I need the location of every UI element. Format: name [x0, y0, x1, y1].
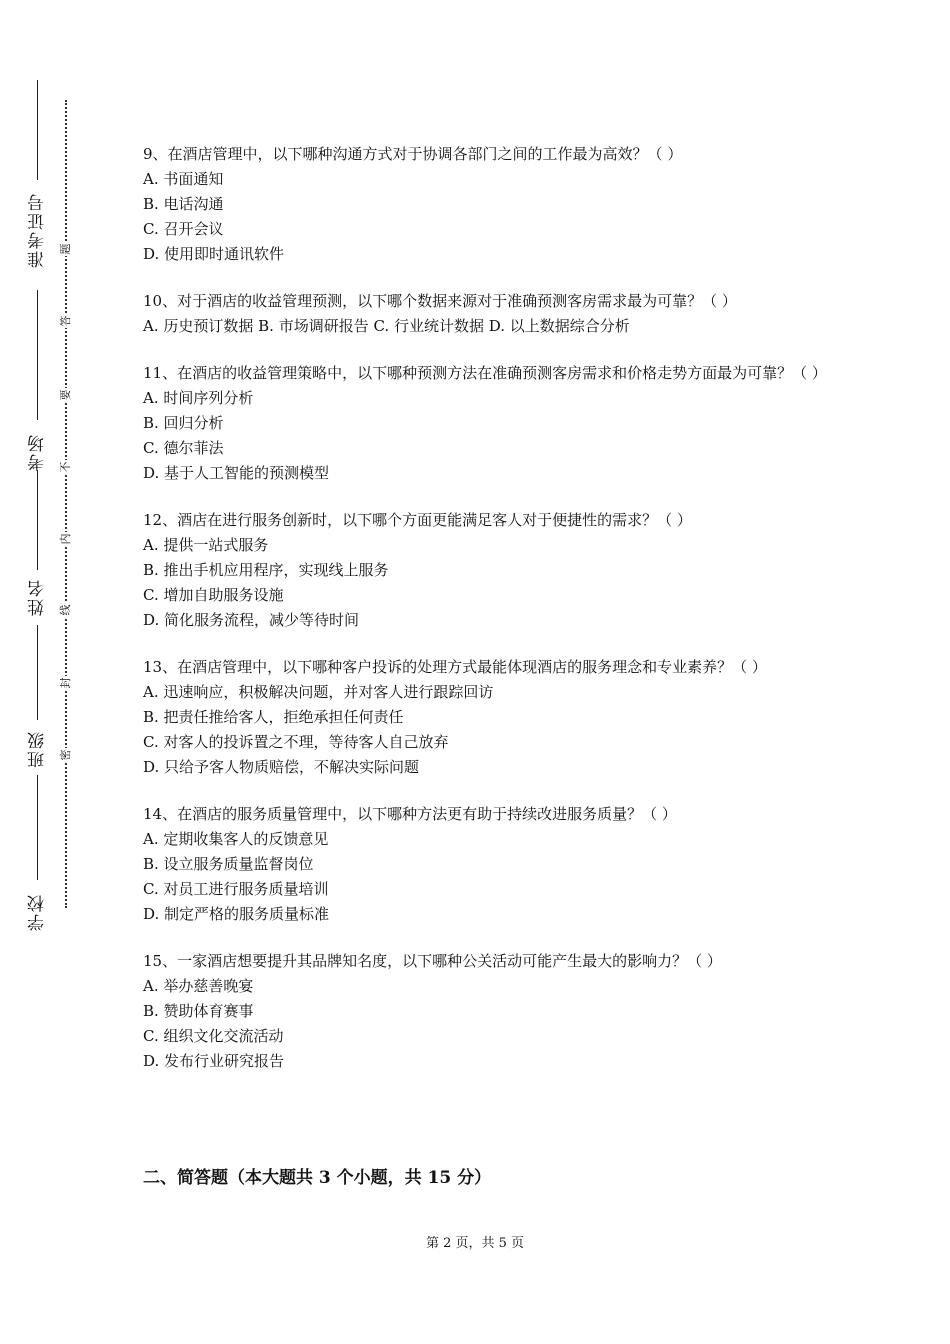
option-d: D. 使用即时通讯软件 [143, 245, 285, 263]
question-10 [143, 289, 823, 339]
page-footer: 第 2 页，共 5 页 [425, 1236, 525, 1251]
option-c: C. 召开会议 [143, 220, 224, 238]
option-c: C. 增加自助服务设施 [143, 586, 284, 604]
option-a: A. 时间序列分析 [143, 389, 254, 407]
field-name-label: 姓名 [28, 578, 48, 617]
question-stem: 15、一家酒店想要提升其品牌知名度，以下哪种公关活动可能产生最大的影响力？（ ） [143, 952, 722, 970]
question-stem: 10、对于酒店的收益管理预测，以下哪个数据来源对于准确预测客房需求最为可靠？（ ） [143, 292, 737, 310]
question-13 [143, 655, 823, 780]
option-b: B. 推出手机应用程序，实现线上服务 [143, 561, 389, 579]
seal-char: 要 [59, 389, 72, 401]
field-exam-id [18, 80, 58, 290]
question-stem: 9、在酒店管理中，以下哪种沟通方式对于协调各部门之间的工作最为高效？（ ） [143, 145, 683, 163]
option-d: D. 简化服务流程，减少等待时间 [143, 611, 360, 629]
seal-char: 封 [59, 677, 72, 689]
option-c: C. 对员工进行服务质量培训 [143, 880, 329, 898]
seal-char: 密 [59, 749, 72, 761]
option-b: B. 回归分析 [143, 414, 224, 432]
field-school [18, 775, 58, 940]
option-b: B. 电话沟通 [143, 195, 224, 213]
option-b: B. 把责任推给客人，拒绝承担任何责任 [143, 708, 404, 726]
section-title: 二、简答题（本大题共 3 个小题，共 15 分） [143, 1168, 492, 1188]
option-d: D. 只给予客人物质赔偿，不解决实际问题 [143, 758, 420, 776]
field-exam-room [18, 290, 58, 470]
option-a: A. 定期收集客人的反馈意见 [143, 830, 329, 848]
binding-margin-fields [18, 80, 58, 940]
option-d: D. 基于人工智能的预测模型 [143, 464, 330, 482]
question-12 [143, 508, 823, 633]
seal-char: 内 [59, 533, 72, 545]
question-stem: 13、在酒店管理中，以下哪种客户投诉的处理方式最能体现酒店的服务理念和专业素养？（ ） [143, 658, 767, 676]
option-a: A. 迅速响应，积极解决问题，并对客人进行跟踪回访 [143, 683, 494, 701]
option-b: B. 设立服务质量监督岗位 [143, 855, 314, 873]
question-9 [143, 142, 823, 267]
field-school-label: 学校 [28, 893, 48, 932]
option-b: B. 赞助体育赛事 [143, 1002, 254, 1020]
option-c: C. 组织文化交流活动 [143, 1027, 284, 1045]
seal-char: 线 [59, 604, 72, 616]
question-stem: 12、酒店在进行服务创新时，以下哪个方面更能满足客人对于便捷性的需求？（ ） [143, 511, 692, 529]
question-14 [143, 802, 823, 927]
field-class-label: 班级 [28, 730, 48, 769]
option-a: A. 举办慈善晚宴 [143, 977, 254, 995]
option-a: A. 提供一站式服务 [143, 536, 269, 554]
option-d: D. 制定严格的服务质量标准 [143, 905, 330, 923]
seal-char: 不 [59, 461, 72, 473]
question-stem: 11、在酒店的收益管理策略中，以下哪种预测方法在准确预测客房需求和价格走势方面最为可靠？（ ） [143, 364, 827, 382]
field-exam-room-label: 考场 [28, 433, 48, 472]
seal-char: 题 [59, 243, 72, 255]
question-list [143, 142, 827, 1096]
option-c: C. 对客人的投诉置之不理，等待客人自己放弃 [143, 733, 449, 751]
option-a: A. 书面通知 [143, 170, 224, 188]
field-name [18, 470, 58, 625]
options-inline: A. 历史预订数据 B. 市场调研报告 C. 行业统计数据 D. 以上数据综合分析 [143, 317, 630, 335]
question-11 [143, 361, 827, 486]
question-15 [143, 949, 823, 1074]
seal-dotted-line [65, 100, 67, 908]
field-class [18, 625, 58, 775]
option-c: C. 德尔菲法 [143, 439, 224, 457]
question-stem: 14、在酒店的服务质量管理中，以下哪种方法更有助于持续改进服务质量？（ ） [143, 805, 677, 823]
seal-line [59, 100, 73, 908]
field-exam-id-label: 准考证号 [28, 192, 48, 268]
seal-char: 答 [59, 315, 72, 327]
option-d: D. 发布行业研究报告 [143, 1052, 285, 1070]
